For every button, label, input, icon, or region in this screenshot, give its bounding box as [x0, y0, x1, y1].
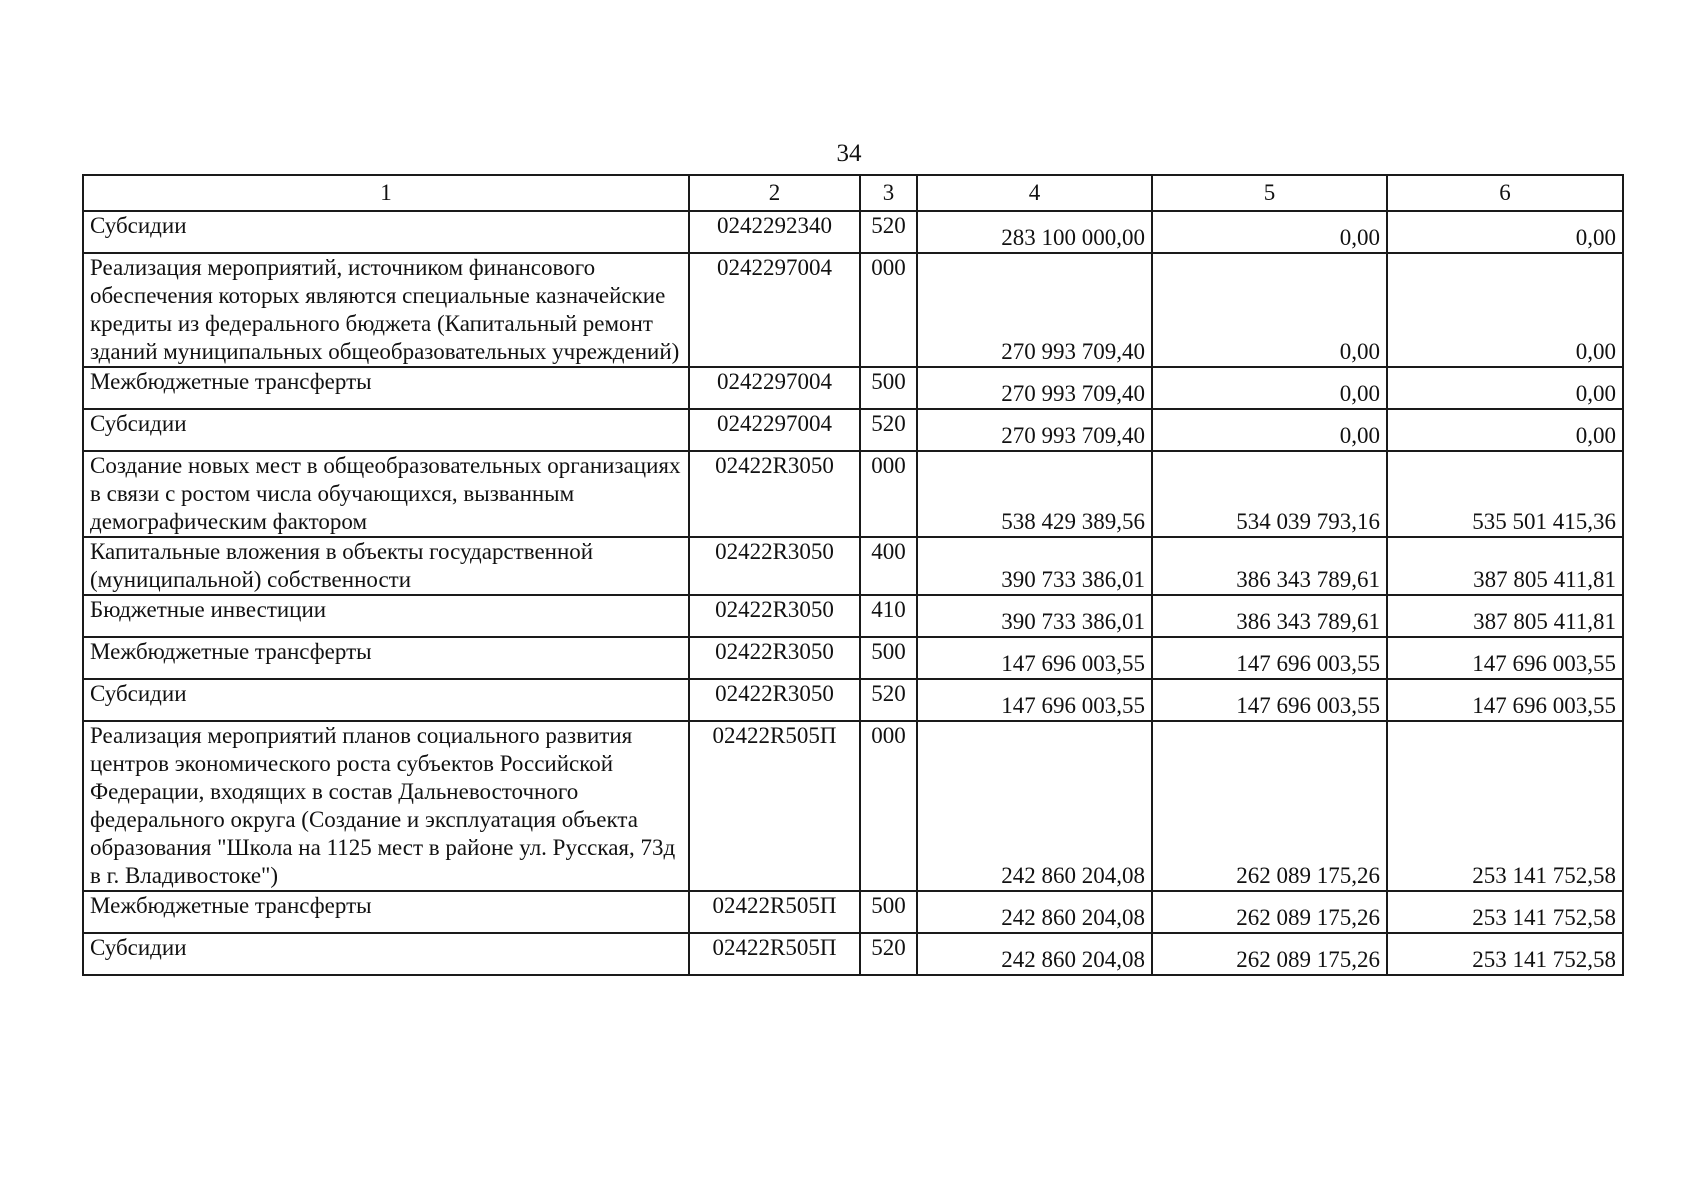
- row-type: 500: [860, 637, 917, 679]
- row-type: 400: [860, 537, 917, 595]
- row-code: 0242297004: [689, 409, 860, 451]
- row-name: Бюджетные инвестиции: [83, 595, 689, 637]
- table-row: [83, 409, 1623, 451]
- row-type: 500: [860, 891, 917, 933]
- row-value-6: 0,00: [1387, 253, 1623, 367]
- row-code: 02422R3050: [689, 637, 860, 679]
- row-code: 02422R3050: [689, 595, 860, 637]
- row-value-4: 270 993 709,40: [917, 367, 1152, 409]
- column-header: 1: [83, 175, 689, 211]
- row-code: 0242297004: [689, 253, 860, 367]
- row-value-4: 242 860 204,08: [917, 721, 1152, 891]
- row-value-4: 270 993 709,40: [917, 409, 1152, 451]
- column-header: 4: [917, 175, 1152, 211]
- row-value-6: 387 805 411,81: [1387, 537, 1623, 595]
- row-type: 520: [860, 933, 917, 975]
- budget-table: [82, 174, 1624, 976]
- row-name: Создание новых мест в общеобразовательных организациях в связи с ростом числа обучающихся, вызванным демографическим фактором: [83, 451, 689, 537]
- row-name: Реализация мероприятий планов социального развития центров экономического роста субъектов Российской Федерации, входящих в состав Дальневосточного федерального округа (Создание и эксплуатация объекта образования "Школа на 1125 мест в районе ул. Русская, 73д в г. Владивостоке"): [83, 721, 689, 891]
- row-value-6: 535 501 415,36: [1387, 451, 1623, 537]
- row-value-5: 386 343 789,61: [1152, 537, 1387, 595]
- row-code: 02422R3050: [689, 679, 860, 721]
- row-code: 0242297004: [689, 367, 860, 409]
- row-value-5: 262 089 175,26: [1152, 891, 1387, 933]
- row-value-5: 262 089 175,26: [1152, 933, 1387, 975]
- row-name: Капитальные вложения в объекты государственной (муниципальной) собственности: [83, 537, 689, 595]
- row-type: 000: [860, 451, 917, 537]
- row-value-5: 386 343 789,61: [1152, 595, 1387, 637]
- row-name: Межбюджетные трансферты: [83, 367, 689, 409]
- row-name: Межбюджетные трансферты: [83, 891, 689, 933]
- row-type: 520: [860, 409, 917, 451]
- column-header: 3: [860, 175, 917, 211]
- row-value-5: 147 696 003,55: [1152, 637, 1387, 679]
- row-type: 410: [860, 595, 917, 637]
- row-value-4: 390 733 386,01: [917, 537, 1152, 595]
- row-value-6: 147 696 003,55: [1387, 637, 1623, 679]
- table-row: [83, 537, 1623, 595]
- table-row: [83, 933, 1623, 975]
- table-row: [83, 721, 1623, 891]
- column-header: 2: [689, 175, 860, 211]
- row-value-5: 147 696 003,55: [1152, 679, 1387, 721]
- row-value-4: 270 993 709,40: [917, 253, 1152, 367]
- table-row: [83, 637, 1623, 679]
- row-value-5: 0,00: [1152, 367, 1387, 409]
- row-value-4: 283 100 000,00: [917, 211, 1152, 253]
- row-type: 520: [860, 211, 917, 253]
- row-value-4: 147 696 003,55: [917, 637, 1152, 679]
- row-name: Межбюджетные трансферты: [83, 637, 689, 679]
- row-name: Субсидии: [83, 211, 689, 253]
- table-row: [83, 211, 1623, 253]
- row-value-5: 534 039 793,16: [1152, 451, 1387, 537]
- row-value-6: 253 141 752,58: [1387, 891, 1623, 933]
- row-code: 02422R505П: [689, 891, 860, 933]
- row-name: Субсидии: [83, 409, 689, 451]
- row-type: 000: [860, 253, 917, 367]
- row-type: 500: [860, 367, 917, 409]
- row-value-6: 0,00: [1387, 367, 1623, 409]
- row-value-6: 0,00: [1387, 409, 1623, 451]
- row-value-4: 390 733 386,01: [917, 595, 1152, 637]
- row-type: 000: [860, 721, 917, 891]
- row-value-6: 387 805 411,81: [1387, 595, 1623, 637]
- row-value-5: 0,00: [1152, 211, 1387, 253]
- row-value-4: 147 696 003,55: [917, 679, 1152, 721]
- row-value-5: 0,00: [1152, 253, 1387, 367]
- row-value-6: 253 141 752,58: [1387, 721, 1623, 891]
- row-value-5: 262 089 175,26: [1152, 721, 1387, 891]
- row-code: 02422R505П: [689, 721, 860, 891]
- table-row: [83, 595, 1623, 637]
- row-value-6: 253 141 752,58: [1387, 933, 1623, 975]
- table-row: [83, 891, 1623, 933]
- header-row: [83, 175, 1623, 211]
- table-row: [83, 679, 1623, 721]
- row-code: 02422R505П: [689, 933, 860, 975]
- row-code: 02422R3050: [689, 537, 860, 595]
- column-header: 6: [1387, 175, 1623, 211]
- row-type: 520: [860, 679, 917, 721]
- column-header: 5: [1152, 175, 1387, 211]
- row-value-5: 0,00: [1152, 409, 1387, 451]
- row-code: 02422R3050: [689, 451, 860, 537]
- row-value-6: 147 696 003,55: [1387, 679, 1623, 721]
- row-name: Субсидии: [83, 933, 689, 975]
- row-code: 0242292340: [689, 211, 860, 253]
- row-value-6: 0,00: [1387, 211, 1623, 253]
- row-name: Реализация мероприятий, источником финансового обеспечения которых являются специальные казначейские кредиты из федерального бюджета (Капитальный ремонт зданий муниципальных общеобразовательных учреждений): [83, 253, 689, 367]
- page-number: 34: [836, 140, 862, 167]
- row-name: Субсидии: [83, 679, 689, 721]
- table-row: [83, 451, 1623, 537]
- table-row: [83, 253, 1623, 367]
- row-value-4: 538 429 389,56: [917, 451, 1152, 537]
- table-row: [83, 367, 1623, 409]
- row-value-4: 242 860 204,08: [917, 933, 1152, 975]
- row-value-4: 242 860 204,08: [917, 891, 1152, 933]
